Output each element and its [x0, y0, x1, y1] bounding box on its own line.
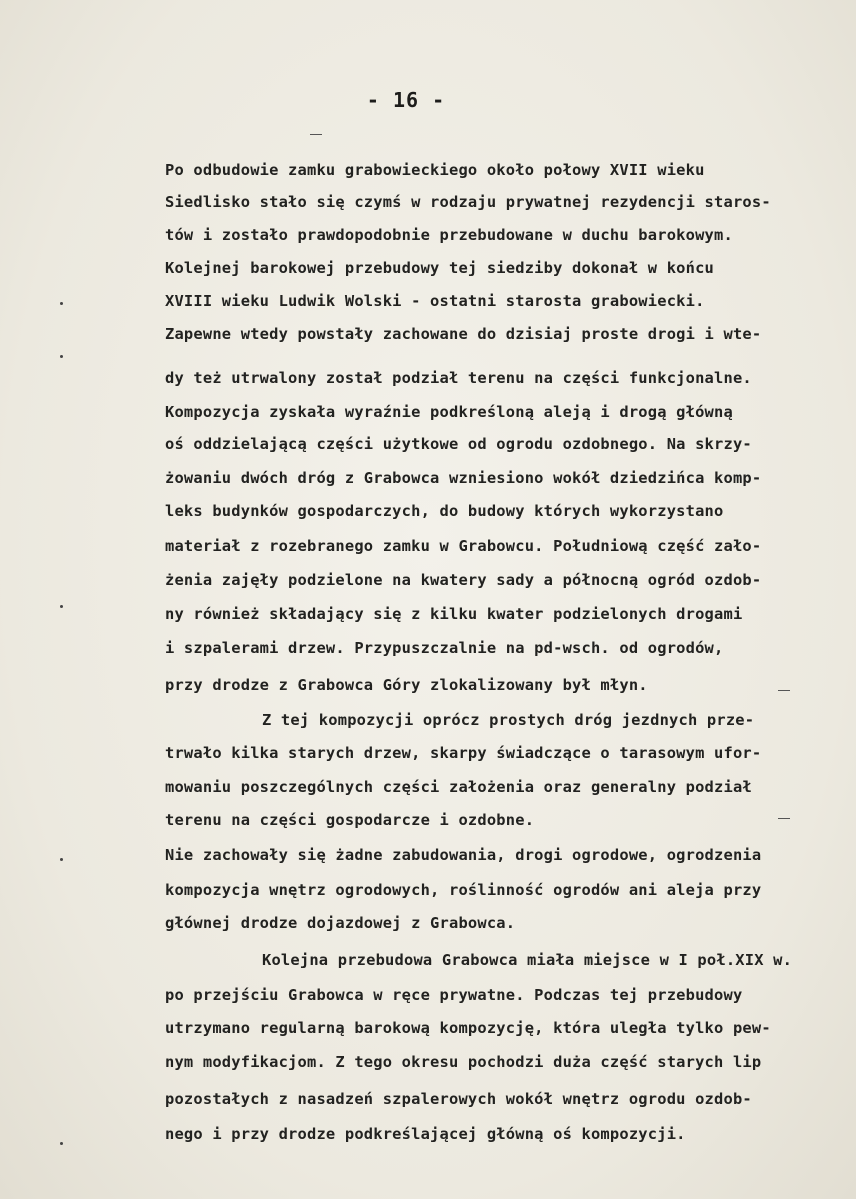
text-line: oś oddzielającą części użytkowe od ogrodu ozdobnego. Na skrzy- — [165, 435, 752, 453]
text-line: leks budynków gospodarczych, do budowy których wykorzystano — [165, 502, 724, 520]
text-line: trwało kilka starych drzew, skarpy świadczące o tarasowym ufor- — [165, 744, 762, 762]
text-line: Kolejna przebudowa Grabowca miała miejsce w I poł.XIX w. — [262, 951, 793, 969]
scan-mark — [778, 690, 790, 691]
text-line: przy drodze z Grabowca Góry zlokalizowany był młyn. — [165, 676, 648, 694]
scan-mark — [778, 818, 790, 819]
text-line: tów i zostało prawdopodobnie przebudowane w duchu barokowym. — [165, 226, 733, 244]
text-line: utrzymano regularną barokową kompozycję, która uległa tylko pew- — [165, 1019, 771, 1037]
text-line: nym modyfikacjom. Z tego okresu pochodzi duża część starych lip — [165, 1053, 762, 1071]
text-line: po przejściu Grabowca w ręce prywatne. Podczas tej przebudowy — [165, 986, 743, 1004]
text-line: materiał z rozebranego zamku w Grabowcu. Południową część zało- — [165, 537, 762, 555]
scan-mark — [60, 355, 63, 358]
text-line: Kompozycja zyskała wyraźnie podkreśloną aleją i drogą główną — [165, 403, 733, 421]
scan-mark — [310, 134, 322, 135]
text-line: mowaniu poszczególnych części założenia oraz generalny podział — [165, 778, 752, 796]
text-line: Nie zachowały się żadne zabudowania, drogi ogrodowe, ogrodzenia — [165, 846, 762, 864]
text-line: żenia zajęły podzielone na kwatery sady a północną ogród ozdob- — [165, 571, 762, 589]
scan-mark — [60, 302, 63, 305]
text-line: XVIII wieku Ludwik Wolski - ostatni starosta grabowiecki. — [165, 292, 705, 310]
text-line: Po odbudowie zamku grabowieckiego około połowy XVII wieku — [165, 161, 705, 179]
text-line: nego i przy drodze podkreślającej główną oś kompozycji. — [165, 1125, 686, 1143]
scan-mark — [60, 605, 63, 608]
text-line: Siedlisko stało się czymś w rodzaju prywatnej rezydencji staros- — [165, 193, 771, 211]
text-line: Z tej kompozycji oprócz prostych dróg jezdnych prze- — [262, 711, 755, 729]
scan-mark — [60, 1142, 63, 1145]
text-line: dy też utrwalony został podział terenu na części funkcjonalne. — [165, 369, 752, 387]
text-line: głównej drodze dojazdowej z Grabowca. — [165, 914, 516, 932]
text-line: ny również składający się z kilku kwater podzielonych drogami — [165, 605, 743, 623]
text-line: pozostałych z nasadzeń szpalerowych wokół wnętrz ogrodu ozdob- — [165, 1090, 752, 1108]
text-line: Zapewne wtedy powstały zachowane do dzisiaj proste drogi i wte- — [165, 325, 762, 343]
text-line: i szpalerami drzew. Przypuszczalnie na pd-wsch. od ogrodów, — [165, 639, 724, 657]
text-line: Kolejnej barokowej przebudowy tej siedziby dokonał w końcu — [165, 259, 715, 277]
text-line: terenu na części gospodarcze i ozdobne. — [165, 811, 535, 829]
page-number: - 16 - — [366, 88, 446, 112]
text-line: kompozycja wnętrz ogrodowych, roślinność ogrodów ani aleja przy — [165, 881, 762, 899]
scan-mark — [60, 858, 63, 861]
text-line: żowaniu dwóch dróg z Grabowca wzniesiono wokół dziedzińca komp- — [165, 469, 762, 487]
